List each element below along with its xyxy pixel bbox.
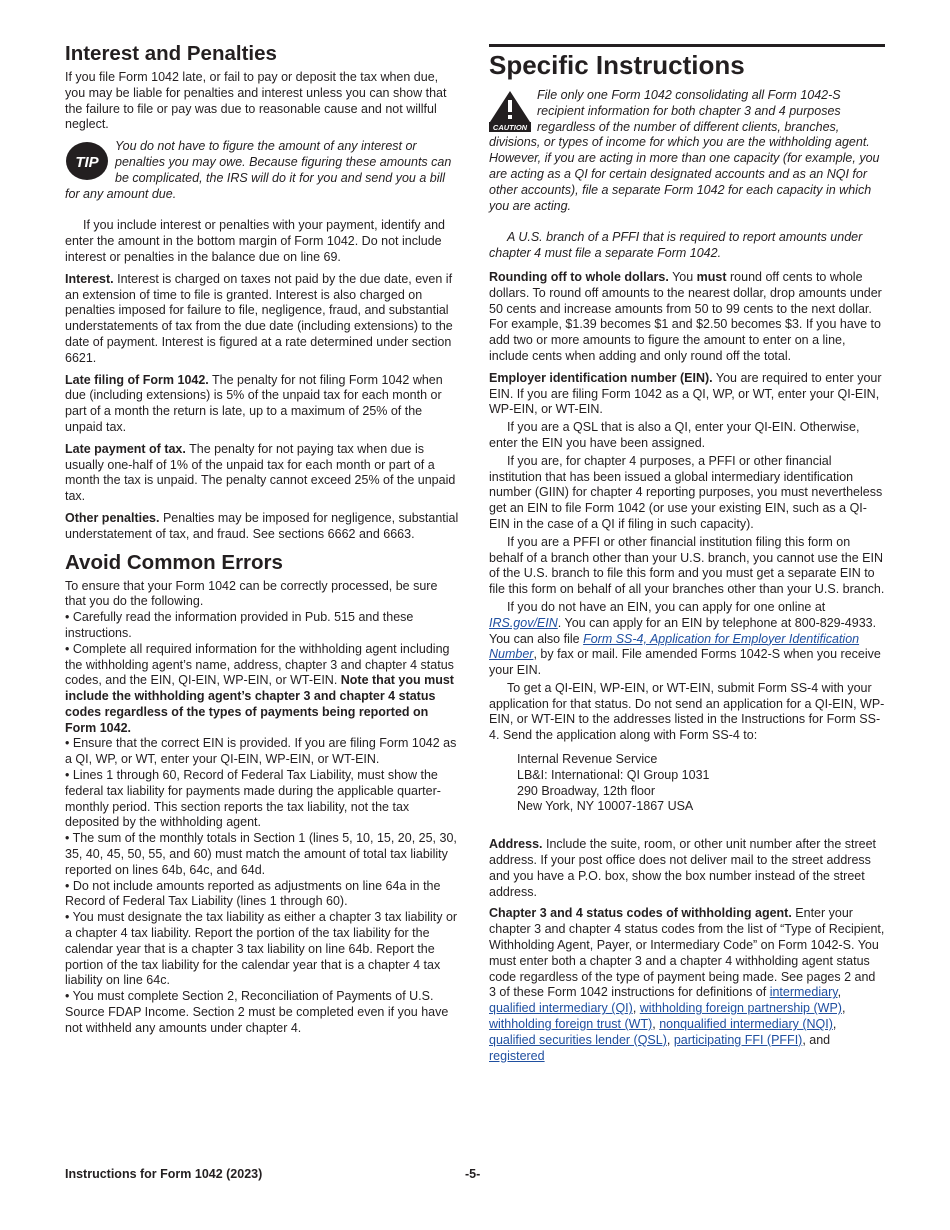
error-bullet: • Carefully read the information provided in Pub. 515 and these instructions.: [65, 610, 414, 640]
error-bullet: • Do not include amounts reported as adjustments on line 64a in the Record of Federal Tax Liability (lines 1 through 60).: [65, 878, 441, 909]
interest-paragraph: [65, 272, 460, 367]
error-bullet: • You must designate the tax liability as either a chapter 3 tax liability or a chapter 4 tax liability. Report the portion of the tax liability for the calendar year that is a chapter 3 tax liability on line 64b. Report the portion of the tax liability for the calendar year that is a chapter 4 tax liability on line 64c.: [65, 910, 458, 988]
tip-label: TIP: [75, 154, 99, 172]
form-ss4-link[interactable]: Form SS-4, Application for Employer Identification Number: [489, 631, 860, 662]
interest-text: Interest is charged on taxes not paid by the due date, even if an extension of time to file is granted. Interest is also charged on penalties imposed for failure to file, negligence, fraud, and substantial understatements of tax from the due date (including extensions) to the date of payment. Interest is figured at a rate determined under section 6621.: [65, 271, 453, 365]
late-filing-paragraph: [65, 373, 460, 436]
qsl-paragraph: If you are a QSL that is also a QI, enter your QI-EIN. Otherwise, enter the EIN you have been assigned.: [489, 420, 860, 450]
pffi-link[interactable]: participating FFI (PFFI): [673, 1032, 803, 1047]
footer-form-title: Instructions for Form 1042 (2023): [65, 1167, 263, 1181]
wp-link[interactable]: withholding foreign partnership (WP): [639, 1001, 842, 1016]
left-column: [65, 42, 460, 1037]
giin-paragraph: If you are, for chapter 4 purposes, a PFFI or other financial institution that has been issued a global intermediary identification number (GIIN) for chapter 4 reporting purposes, you must nevertheless get an EIN to file Form 1042 (or use your existing EIN, such as a QI-EIN in the case of a QI if filing in such capacity).: [489, 453, 883, 531]
late-filing-text: The penalty for not filing Form 1042 when due (including extensions) is 5% of the unpaid tax for each month or part of a month the return is late, up to a maximum of 25% of the unpaid tax.: [65, 372, 443, 434]
branch-ein-paragraph: If you are a PFFI or other financial institution filing this form on behalf of a branch other than your U.S. branch, you cannot use the EIN of the U.S. branch to file this form and you must get a separate EIN to file this form on behalf of all your branches other than your U.S. branch.: [489, 534, 885, 597]
specific-instructions-heading: Specific Instructions: [489, 50, 745, 80]
other-penalties-head: Other penalties.: [65, 510, 160, 525]
qsl-link[interactable]: qualified securities lender (QSL): [489, 1032, 667, 1047]
caution-label: CAUTION: [492, 123, 528, 132]
apply-ein-paragraph: If you do not have an EIN, you can apply for one online at IRS.gov/EIN. You can apply for an EIN by telephone at 800-829-4933. You can also file Form SS-4, Application for Employer Identification Number, by fax or mail. File amended Forms 1042-S when you receive your EIN.: [489, 599, 881, 678]
late-payment-text: The penalty for not paying tax when due is usually one-half of 1% of the unpaid tax for each month or part of a month the tax is unpaid. The penalty cannot exceed 25% of the unpaid tax.: [65, 441, 456, 504]
caution-icon: [489, 90, 531, 132]
address-paragraph: Address. Include the suite, room, or other unit number after the street address. If your post office does not deliver mail to the street address and you have a P.O. box, show the box number instead of the street address.: [489, 837, 877, 899]
late-filing-head: Late filing of Form 1042.: [65, 372, 209, 387]
address-line: New York, NY 10007-1867 USA: [517, 799, 694, 814]
other-penalties-paragraph: [65, 511, 460, 543]
caution-text: File only one Form 1042 consolidating all Form 1042-S recipient information for both chapter 3 and 4 purposes regardless of the number of different clients, branches, divisions, or types of income for which you are the withholding agent. However, if you are acting in more than one capacity (for example, you are acting as a QI for certain designated accounts and as an NQI for other accounts), file a separate Form 1042 for each capacity in which you are acting.: [489, 88, 880, 213]
branch-note: A U.S. branch of a PFFI that is required to report amounts under chapter 4 must file a separate Form 1042.: [489, 230, 863, 261]
mailing-address: [517, 752, 885, 815]
error-bullet: • The sum of the monthly totals in Section 1 (lines 5, 10, 15, 20, 25, 30, 35, 40, 45, 50, 55, and 60) must match the amount of total tax liability reported on lines 64b, 64c, and 64d.: [65, 831, 457, 877]
interest-penalties-heading: Interest and Penalties: [65, 42, 277, 65]
address-line: Internal Revenue Service: [517, 752, 658, 767]
wt-link[interactable]: withholding foreign trust (WT): [489, 1017, 653, 1032]
error-bullet: • Complete all required information for the withholding agent including the withholding agent’s name, address, chapter 3 and chapter 4 status codes, and the EIN, QI-EIN, WP-EIN, or WT-EIN. Note that you must include the withholding agent’s chapter 3 and chapter 4 status codes regardless of the types of payments being reported on Form 1042.: [65, 641, 454, 735]
nqi-link[interactable]: nonqualified intermediary (NQI): [659, 1017, 833, 1032]
error-bullet: • Lines 1 through 60, Record of Federal Tax Liability, must show the federal tax liability for payments made during the applicable quarter-monthly period. This section reports the tax liability, not the tax deposited by the withholding agent.: [65, 768, 441, 830]
status-codes-paragraph: Chapter 3 and 4 status codes of withholding agent. Enter your chapter 3 and chapter 4 status codes from the list of “Type of Recipient, Withholding Agent, Payer, or Intermediary Code” on Form 1042-S. You must enter both a chapter 3 and a chapter 4 withholding agent status code regardless of the type of payment being made. See pages 2 and 3 of these Form 1042 instructions for definitions of intermediary, qualified intermediary (QI), withholding foreign partnership (WP), withholding foreign trust (WT), nonqualified intermediary (NQI), qualified securities lender (QSL), participating FFI (PFFI), and registered: [489, 906, 885, 1063]
right-column: [489, 42, 885, 1070]
ein-paragraph: Employer identification number (EIN). You are required to enter your EIN. If you are filing Form 1042 as a QI, WP, or WT, enter your QI-EIN, WP-EIN, or WT-EIN.: [489, 370, 882, 417]
registered-link[interactable]: registered: [489, 1048, 545, 1063]
error-bullet: • Ensure that the correct EIN is provided. If you are filing Form 1042 as a QI, WP, or WT, enter your QI-EIN, WP-EIN, or WT-EIN.: [65, 736, 457, 767]
include-interest-text: If you include interest or penalties with your payment, identify and enter the amount in the bottom margin of Form 1042. Do not include interest or penalties in the balance due on line 69.: [65, 218, 446, 264]
irs-ein-link[interactable]: IRS.gov/EIN: [489, 615, 558, 630]
avoid-errors-intro: To ensure that your Form 1042 can be correctly processed, be sure that you do the following.: [65, 578, 438, 609]
qi-link[interactable]: qualified intermediary (QI): [489, 1001, 633, 1016]
tip-note: [65, 139, 460, 202]
interest-head: Interest.: [65, 271, 114, 286]
error-bullet: • You must complete Section 2, Reconciliation of Payments of U.S. Source FDAP Income. Section 2 must be completed even if you have not withheld any amounts under chapter 4.: [65, 989, 449, 1035]
qi-ein-paragraph: To get a QI-EIN, WP-EIN, or WT-EIN, submit Form SS-4 with your application for that status. Do not send an application for a QI-EIN, WP-EIN, or WT-EIN to the addresses listed in the Instructions for Form SS-4. Send the application along with Form SS-4 to:: [489, 680, 885, 743]
address-line: LB&I: International: QI Group 1031: [517, 767, 710, 782]
rounding-paragraph: Rounding off to whole dollars. You must round off cents to whole dollars. To round off amounts to the nearest dollar, drop amounts under 50 cents and increase amounts from 50 to 99 cents to the next dollar. For example, $1.39 becomes $1 and $2.50 becomes $3. If you have to add two or more amounts to figure the amount to enter on a line, include cents when adding and only round off the total.: [489, 269, 882, 363]
page-number: -5-: [465, 1167, 481, 1181]
intermediary-link[interactable]: intermediary: [769, 985, 838, 1000]
late-payment-paragraph: [65, 442, 460, 505]
tip-text: You do not have to figure the amount of any interest or penalties you may owe. Because figuring these amounts can be complicated, the IRS will do it for you and send you a bill for any amount due.: [65, 139, 452, 201]
section-rule: [489, 44, 885, 80]
interest-penalties-intro: If you file Form 1042 late, or fail to pay or deposit the tax when due, you may be liable for penalties and interest unless you can show that the failure to file or pay was due to reasonable cause and not willful neglect.: [65, 70, 447, 132]
avoid-errors-heading: Avoid Common Errors: [65, 550, 283, 574]
late-payment-head: Late payment of tax.: [65, 441, 186, 456]
address-line: 290 Broadway, 12th floor: [517, 783, 656, 798]
tip-icon: [65, 141, 109, 181]
other-penalties-text: Penalties may be imposed for negligence, substantial understatement of tax, and fraud. See sections 6662 and 6663.: [65, 510, 459, 541]
caution-note: [489, 88, 885, 214]
